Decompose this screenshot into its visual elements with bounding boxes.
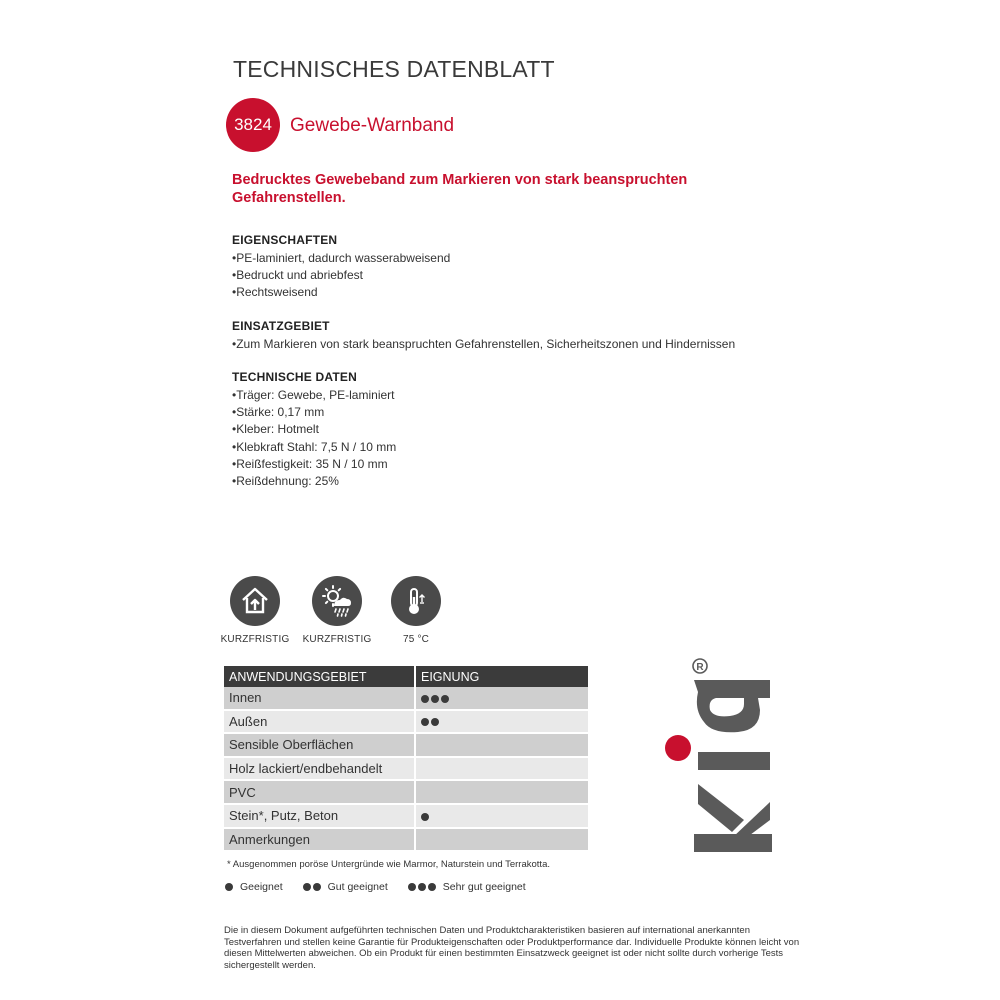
column-header: EIGNUNG xyxy=(415,666,588,687)
footnote: * Ausgenommen poröse Untergründe wie Marmor, Naturstein und Terrakotta. xyxy=(227,859,550,870)
table-row xyxy=(224,757,588,781)
legend-item xyxy=(225,881,283,893)
technical-section xyxy=(232,370,396,490)
rating-dot xyxy=(431,695,439,703)
rating-dot xyxy=(431,718,439,726)
row-rating xyxy=(415,804,588,828)
list-item: • PE-laminiert, dadurch wasserabweisend xyxy=(232,250,450,267)
table-row xyxy=(224,710,588,734)
row-rating xyxy=(415,733,588,757)
table-row xyxy=(224,733,588,757)
row-label: Anmerkungen xyxy=(224,828,415,852)
table-row xyxy=(224,804,588,828)
table-header-row xyxy=(224,666,588,687)
technical-heading: TECHNISCHE DATEN xyxy=(232,370,357,384)
legend-label: Sehr gut geeignet xyxy=(442,881,526,893)
icon-label: 75 °C xyxy=(402,634,430,645)
row-rating xyxy=(415,780,588,804)
row-rating xyxy=(415,828,588,852)
row-label: Sensible Oberflächen xyxy=(224,733,415,757)
list-item: • Reißdehnung: 25% xyxy=(232,473,396,490)
suitability-table xyxy=(224,666,588,852)
icon-label: KURZFRISTIG xyxy=(302,634,372,645)
properties-section xyxy=(232,233,450,302)
thermometer-icon xyxy=(391,576,441,626)
column-header: ANWENDUNGSGEBIET xyxy=(224,666,415,687)
row-label: Außen xyxy=(224,710,415,734)
rating-dots xyxy=(408,881,438,893)
legend-item xyxy=(408,881,526,893)
house-indoor-icon xyxy=(230,576,280,626)
rating-dot xyxy=(421,695,429,703)
icon-label: KURZFRISTIG xyxy=(220,634,290,645)
rating-dots xyxy=(225,881,235,893)
kip-logo xyxy=(660,652,780,862)
rating-dots xyxy=(303,881,323,893)
table-row xyxy=(224,828,588,852)
properties-list xyxy=(232,250,450,302)
icon-indoor-block xyxy=(215,576,295,645)
kip-letter-k xyxy=(694,784,772,852)
table-row xyxy=(224,687,588,710)
list-item: • Rechtsweisend xyxy=(232,284,450,301)
list-item: • Kleber: Hotmelt xyxy=(232,421,396,438)
rating-dot xyxy=(421,718,429,726)
kip-registered-mark xyxy=(693,659,707,673)
product-name: Gewebe-Warnband xyxy=(290,115,455,136)
rating-dot xyxy=(441,695,449,703)
technical-list xyxy=(232,387,396,490)
row-label: PVC xyxy=(224,780,415,804)
rating-legend xyxy=(225,881,526,893)
weather-sun-rain-icon xyxy=(312,576,362,626)
icon-outdoor-block xyxy=(297,576,377,645)
table-row xyxy=(224,780,588,804)
list-item: • Träger: Gewebe, PE-laminiert xyxy=(232,387,396,404)
kip-letter-i xyxy=(698,752,770,770)
document-title: TECHNISCHES DATENBLATT xyxy=(233,56,555,82)
properties-heading: EIGENSCHAFTEN xyxy=(232,233,338,247)
disclaimer-text: Die in diesem Dokument aufgeführten technischen Daten und Produktcharakteristiken basieren auf international anerkannten Testverfahren und stellen keine Garantie für Produkteigenschaften oder Produktperformance dar. Individuelle Produkte können leicht von diesen Mittelwerten abweichen. Ob ein Produkt für einen bestimmten Einsatzweck geeignet ist oder nicht sollte durch vorherige Tests sichergestellt werden. xyxy=(224,925,800,971)
list-item: • Zum Markieren von stark beanspruchten Gefahrenstellen, Sicherheitszonen und Hindernissen xyxy=(232,336,735,353)
list-item: • Stärke: 0,17 mm xyxy=(232,404,396,421)
application-list xyxy=(232,336,735,353)
row-rating xyxy=(415,710,588,734)
list-item: • Reißfestigkeit: 35 N / 10 mm xyxy=(232,456,396,473)
legend-label: Geeignet xyxy=(240,881,283,893)
kip-letter-p xyxy=(694,680,770,732)
legend-label: Gut geeignet xyxy=(327,881,388,893)
legend-item xyxy=(303,881,388,893)
row-label: Holz lackiert/endbehandelt xyxy=(224,757,415,781)
row-rating xyxy=(415,687,588,710)
row-label: Stein*, Putz, Beton xyxy=(224,804,415,828)
application-section xyxy=(232,319,735,353)
product-number-badge: 3824 xyxy=(226,98,280,152)
application-heading: EINSATZGEBIET xyxy=(232,319,330,333)
kip-red-dot xyxy=(665,735,691,761)
rating-dot xyxy=(421,813,429,821)
list-item: • Bedruckt und abriebfest xyxy=(232,267,450,284)
product-lead-text: Bedrucktes Gewebeband zum Markieren von stark beanspruchten Gefahrenstellen. xyxy=(232,172,688,206)
icon-temperature-block xyxy=(376,576,456,645)
row-label: Innen xyxy=(224,687,415,710)
svg-text:R: R xyxy=(696,662,704,673)
list-item: • Klebkraft Stahl: 7,5 N / 10 mm xyxy=(232,439,396,456)
row-rating xyxy=(415,757,588,781)
